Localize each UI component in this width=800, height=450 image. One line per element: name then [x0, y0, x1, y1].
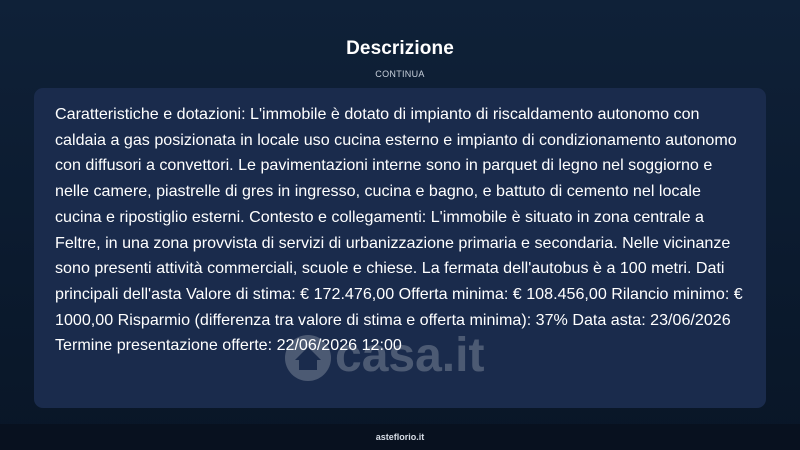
description-text: Caratteristiche e dotazioni: L'immobile è dotato di impianto di riscaldamento autonomo con caldaia a gas posizionata in locale uso cucina esterno e impianto di condizionamento autonomo con diffusori a convettori. Le pavimentazioni interne sono in parquet di legno nel soggiorno e nelle camere, piastrelle di gres in ingresso, cucina e bagno, e battuto di cemento nel locale cucina e ripostiglio esterni. Contesto e collegamenti: L'immobile è situato in zona centrale a Feltre, in una zona provvista di servizi di urbanizzazione primaria e secondaria. Nelle vicinanze sono presenti attività commerciali, scuole e chiese. La fermata dell'autobus è a 100 metri. Dati principali dell'asta Valore di stima: € 172.476,00 Offerta minima: € 108.456,00 Rilancio minimo: € 1000,00 Risparmio (differenza tra valore di stima e offerta minima): 37% Data asta: 23/06/2026 Termine presentazione offerte: 22/06/2026 12:00 [55, 105, 743, 355]
footer-site-link[interactable]: asteflorio.it [375, 432, 425, 442]
page-title: Descrizione [346, 38, 454, 59]
continue-link[interactable]: CONTINUA [375, 69, 425, 79]
watermark-text: casa.it [335, 329, 485, 382]
description-card [34, 88, 766, 408]
